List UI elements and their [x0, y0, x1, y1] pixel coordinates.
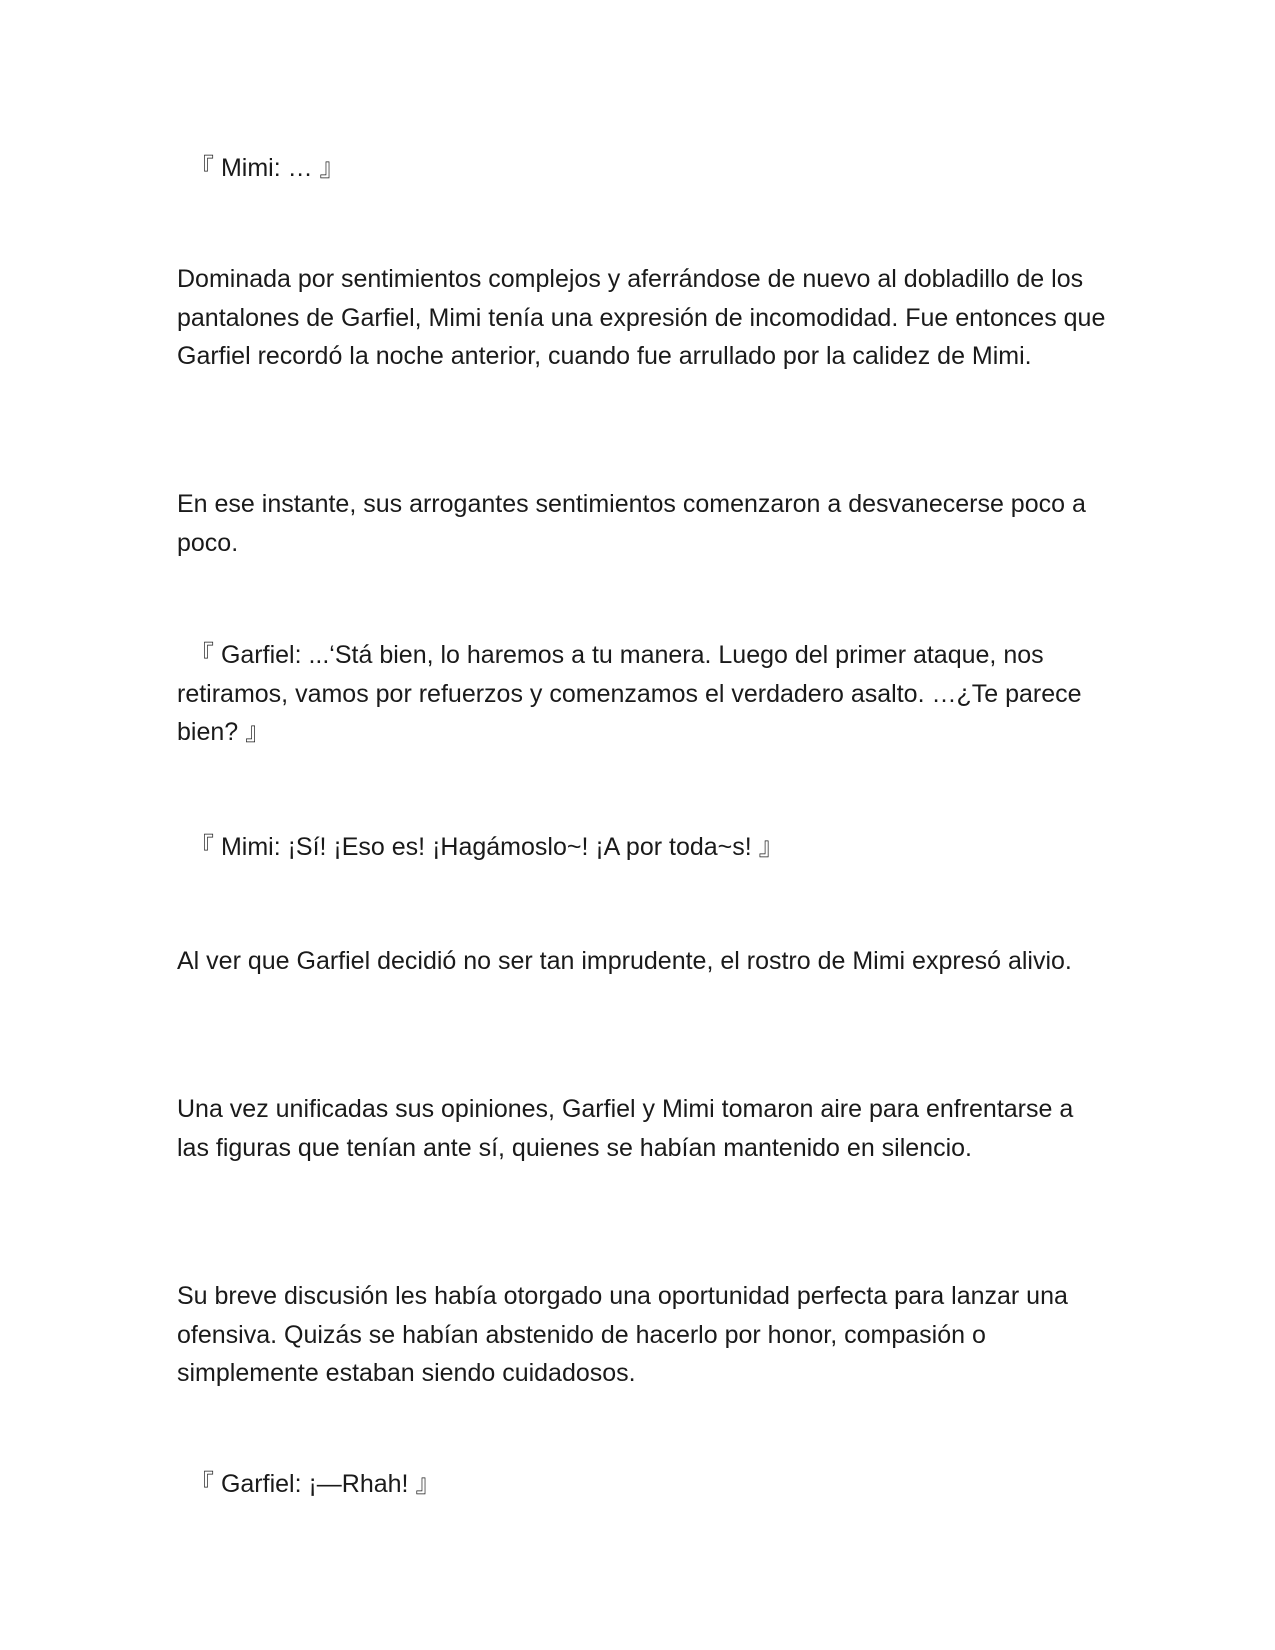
dialogue-mimi-agree: 『 Mimi: ¡Sí! ¡Eso es! ¡Hagámoslo~! ¡A por toda~s! 』 [189, 833, 784, 861]
dialogue-garfiel-rhah: 『 Garfiel: ¡—Rhah! 』 [189, 1470, 441, 1498]
narration-paragraph: Una vez unificadas sus opiniones, Garfiel y Mimi tomaron aire para enfrentarse a las figuras que tenían ante sí, quienes se habían mantenido en silencio. [177, 1095, 1074, 1162]
narration-paragraph: Su breve discusión les había otorgado una oportunidad perfecta para lanzar una ofensiva. Quizás se habían abstenido de hacerlo por honor, compasión o simplemente estaban siendo cuidadosos. [177, 1282, 1068, 1387]
dialogue-garfiel-plan: 『 Garfiel: ...‘Stá bien, lo haremos a tu manera. Luego del primer ataque, nos retiramos, vamos por refuerzos y comenzamos el verdadero asalto. …¿Te parece bien? 』 [177, 641, 1082, 746]
narration-paragraph: En ese instante, sus arrogantes sentimientos comenzaron a desvanecerse poco a poco. [177, 490, 1086, 557]
dialogue-mimi-ellipsis: 『 Mimi: … 』 [189, 154, 345, 182]
narration-paragraph: Al ver que Garfiel decidió no ser tan imprudente, el rostro de Mimi expresó alivio. [177, 947, 1072, 975]
narration-paragraph: Dominada por sentimientos complejos y aferrándose de nuevo al dobladillo de los pantalones de Garfiel, Mimi tenía una expresión de incomodidad. Fue entonces que Garfiel recordó la noche anterior, cuando fue arrullado por la calidez de Mimi. [177, 265, 1106, 370]
